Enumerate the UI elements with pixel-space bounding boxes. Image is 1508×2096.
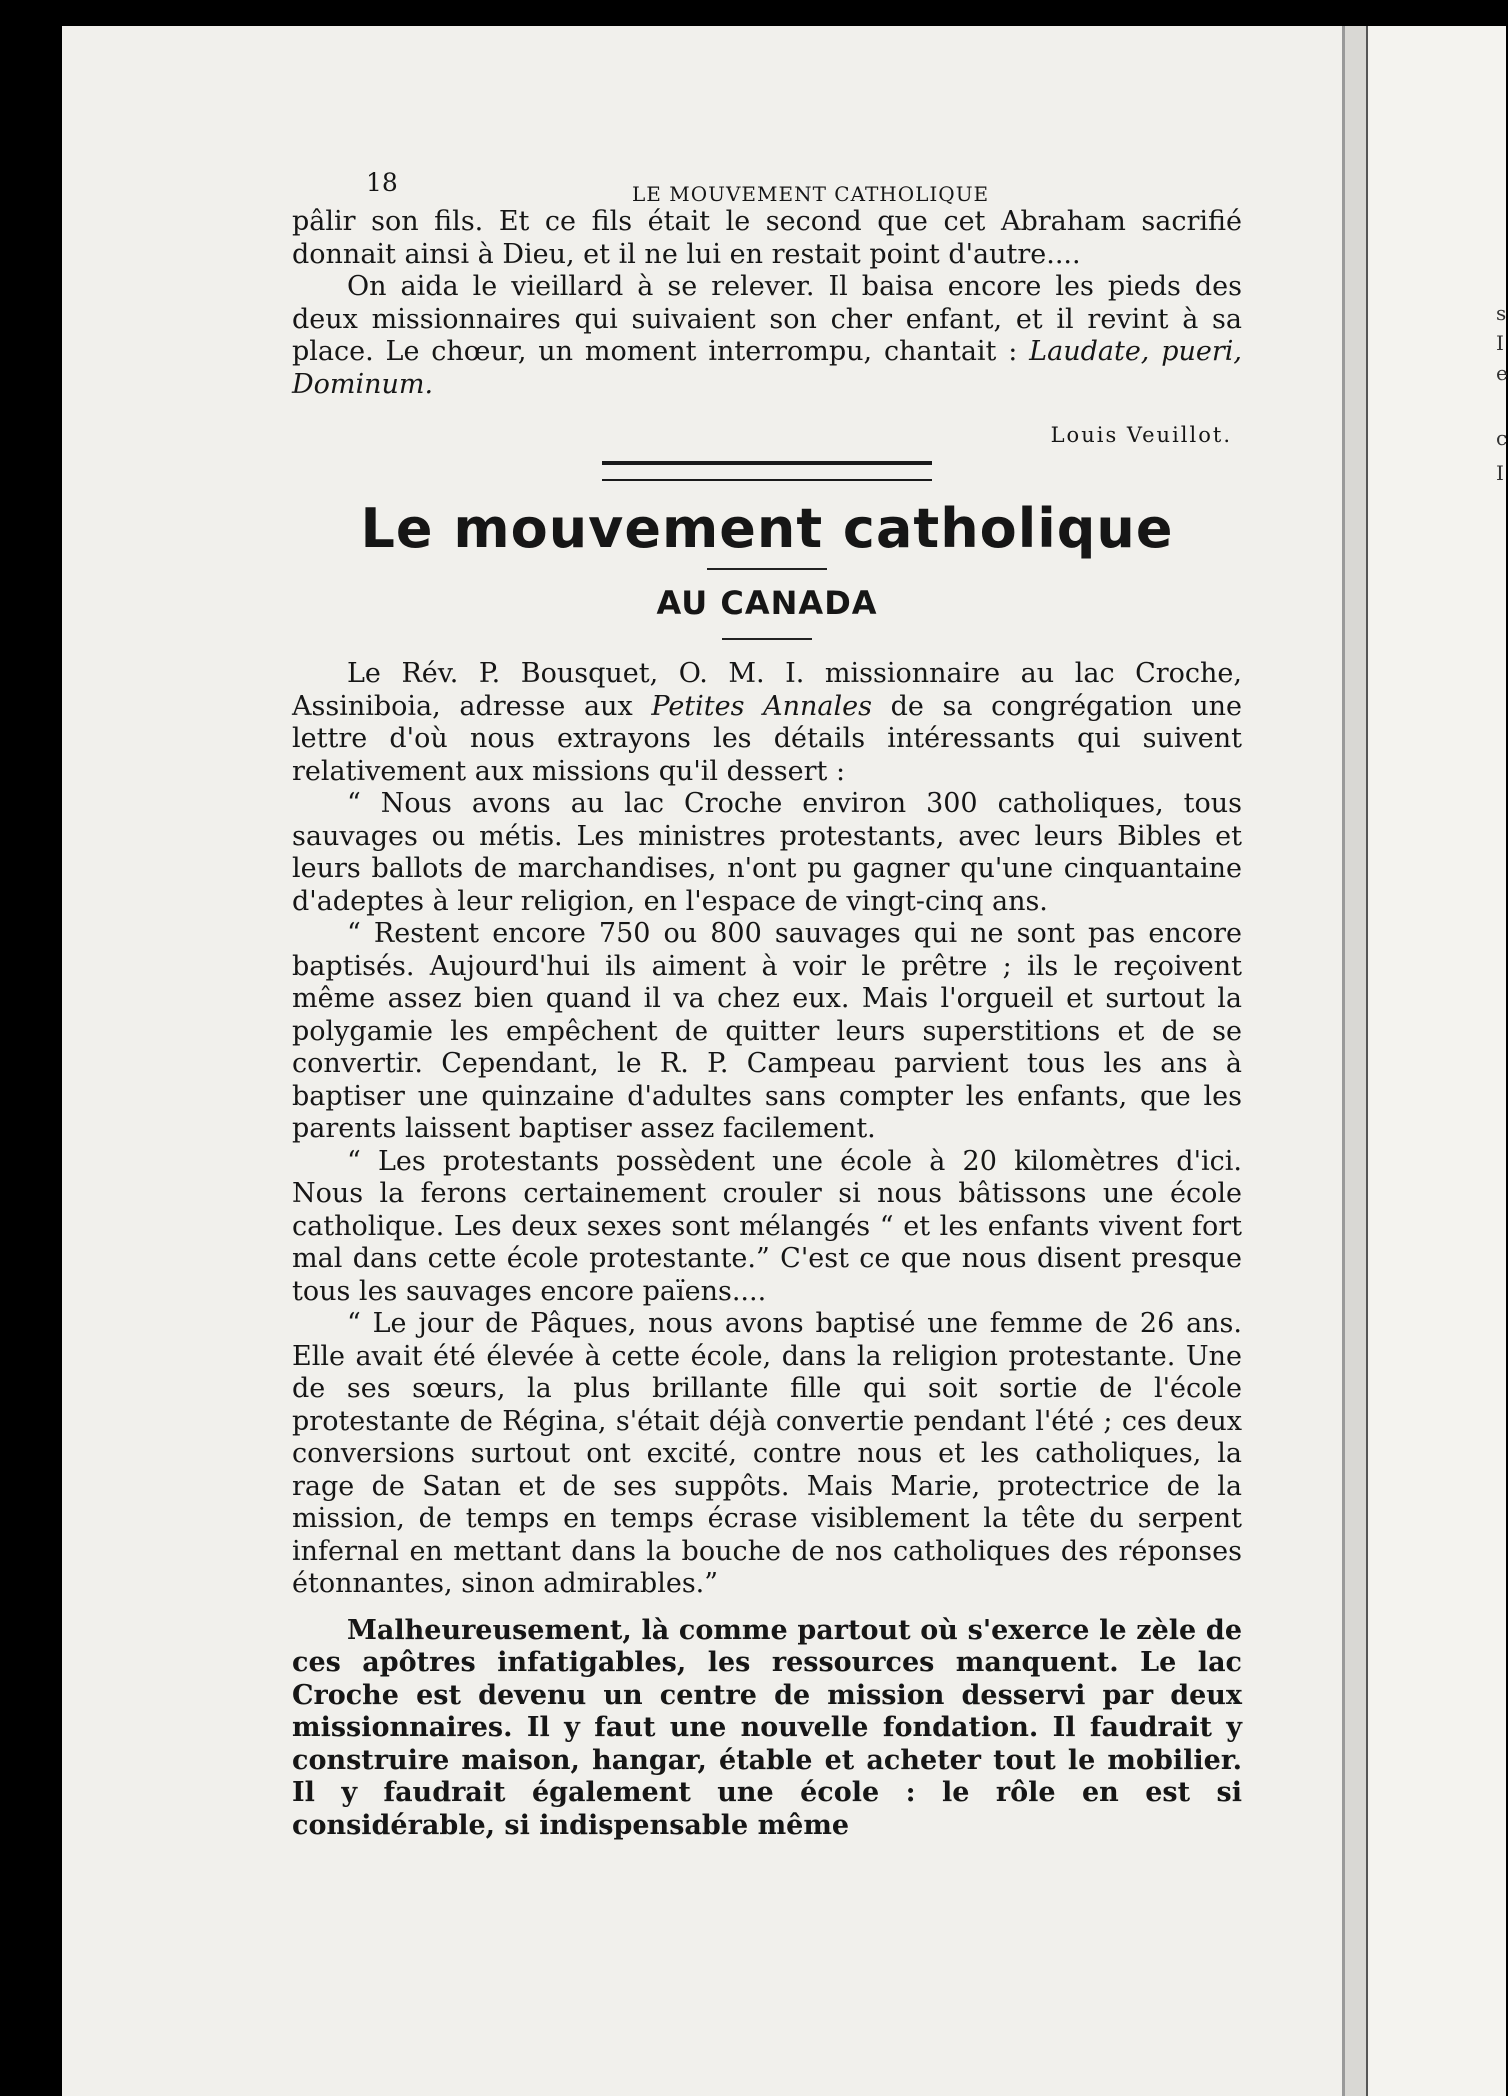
- facing-page-fragment: e: [1496, 361, 1508, 385]
- running-title: LE MOUVEMENT CATHOLIQUE: [632, 182, 990, 206]
- prior-article-paragraph: [292, 271, 1242, 401]
- author-signature: Louis Veuillot.: [1050, 423, 1232, 447]
- article-subtitle: AU CANADA: [656, 584, 878, 622]
- book-page: [62, 26, 1342, 2096]
- facing-page-edge: [1366, 26, 1506, 2096]
- title-rule: [707, 568, 827, 570]
- closing-paragraph: Malheureusement, là comme partout où s'exerce le zèle de ces apôtres infatigables, les ressources manquent. Le lac Croche est devenu un centre de mission desservi par deux missionnaires. Il y faut une nouvelle fondation. Il faudrait y construire maison, hangar, étable et acheter tout le mobilier. Il y faudrait également une école : le rôle en est si considérable, si indispensable même: [292, 1614, 1242, 1841]
- article-paragraph: “ Les protestants possèdent une école à 20 kilomètres d'ici. Nous la ferons certainement crouler si nous bâtissons une école catholique. Les deux sexes sont mélangés “ et les enfants vivent fort mal dans cette école protestante.” C'est ce que nous disent presque tous les sauvages encore païens....: [292, 1145, 1242, 1307]
- intro-text-end: de sa congrégation une lettre d'où nous extrayons les détails intéressants qui suivent relativement aux missions qu'il dessert :: [292, 690, 1242, 787]
- facing-page-fragment: I: [1496, 331, 1504, 355]
- book-gutter: [1342, 26, 1369, 2096]
- prior-article-italic: Laudate, pueri, Dominum.: [292, 336, 1242, 400]
- prior-article-paragraph: pâlir son fils. Et ce fils était le second que cet Abraham sacrifié donnait ainsi à Dieu, et il ne lui en restait point d'autre....: [292, 206, 1242, 270]
- intro-text: Le Rév. P. Bousquet, O. M. I. missionnaire au lac Croche, Assiniboia, adresse aux: [292, 658, 1242, 722]
- prior-article-text: On aida le vieillard à se relever. Il baisa encore les pieds des deux missionnaires qui suivaient son cher enfant, et il revint à sa place. Le chœur, un moment interrompu, chantait :: [292, 271, 1242, 367]
- facing-page-fragment: I: [1496, 461, 1504, 485]
- article-paragraph: “ Restent encore 750 ou 800 sauvages qui ne sont pas encore baptisés. Aujourd'hui ils aiment à voir le prêtre ; ils le reçoivent même assez bien quand il va chez eux. Mais l'orgueil et surtout la polygamie les empêchent de quitter leurs superstitions et de se convertir. Cependant, le R. P. Campeau parvient tous les ans à baptiser une quinzaine d'adultes sans compter les enfants, que les parents laissent baptiser assez facilement.: [292, 918, 1242, 1144]
- facing-page-fragment: s: [1496, 301, 1507, 325]
- page-content: [292, 166, 1242, 1842]
- running-head: [292, 166, 1242, 206]
- facing-page-fragment: c: [1496, 426, 1508, 450]
- subtitle-rule: [722, 638, 812, 640]
- article-paragraph: “ Le jour de Pâques, nous avons baptisé une femme de 26 ans. Elle avait été élevée à cette école, dans la religion protestante. Une de ses sœurs, la plus brillante fille qui soit sortie de l'école protestante de Régina, s'était déjà convertie pendant l'été ; ces deux conversions surtout ont excité, contre nous et les catholiques, la rage de Satan et de ses suppôts. Mais Marie, protectrice de la mission, de temps en temps écrase visiblement la tête du serpent infernal en mettant dans la bouche de nos catholiques des réponses étonnantes, sinon admirables.”: [292, 1308, 1242, 1599]
- article-paragraph: “ Nous avons au lac Croche environ 300 catholiques, tous sauvages ou métis. Les ministres protestants, avec leurs Bibles et leurs ballots de marchandises, n'ont pu gagner qu'une cinquantaine d'adeptes à leur religion, en l'espace de vingt-cinq ans.: [292, 788, 1242, 917]
- intro-italic: Petites Annales: [651, 690, 872, 722]
- article-title: Le mouvement catholique: [360, 497, 1174, 560]
- article-intro: [292, 658, 1242, 788]
- section-divider: [602, 461, 932, 481]
- page-number: 18: [366, 168, 398, 197]
